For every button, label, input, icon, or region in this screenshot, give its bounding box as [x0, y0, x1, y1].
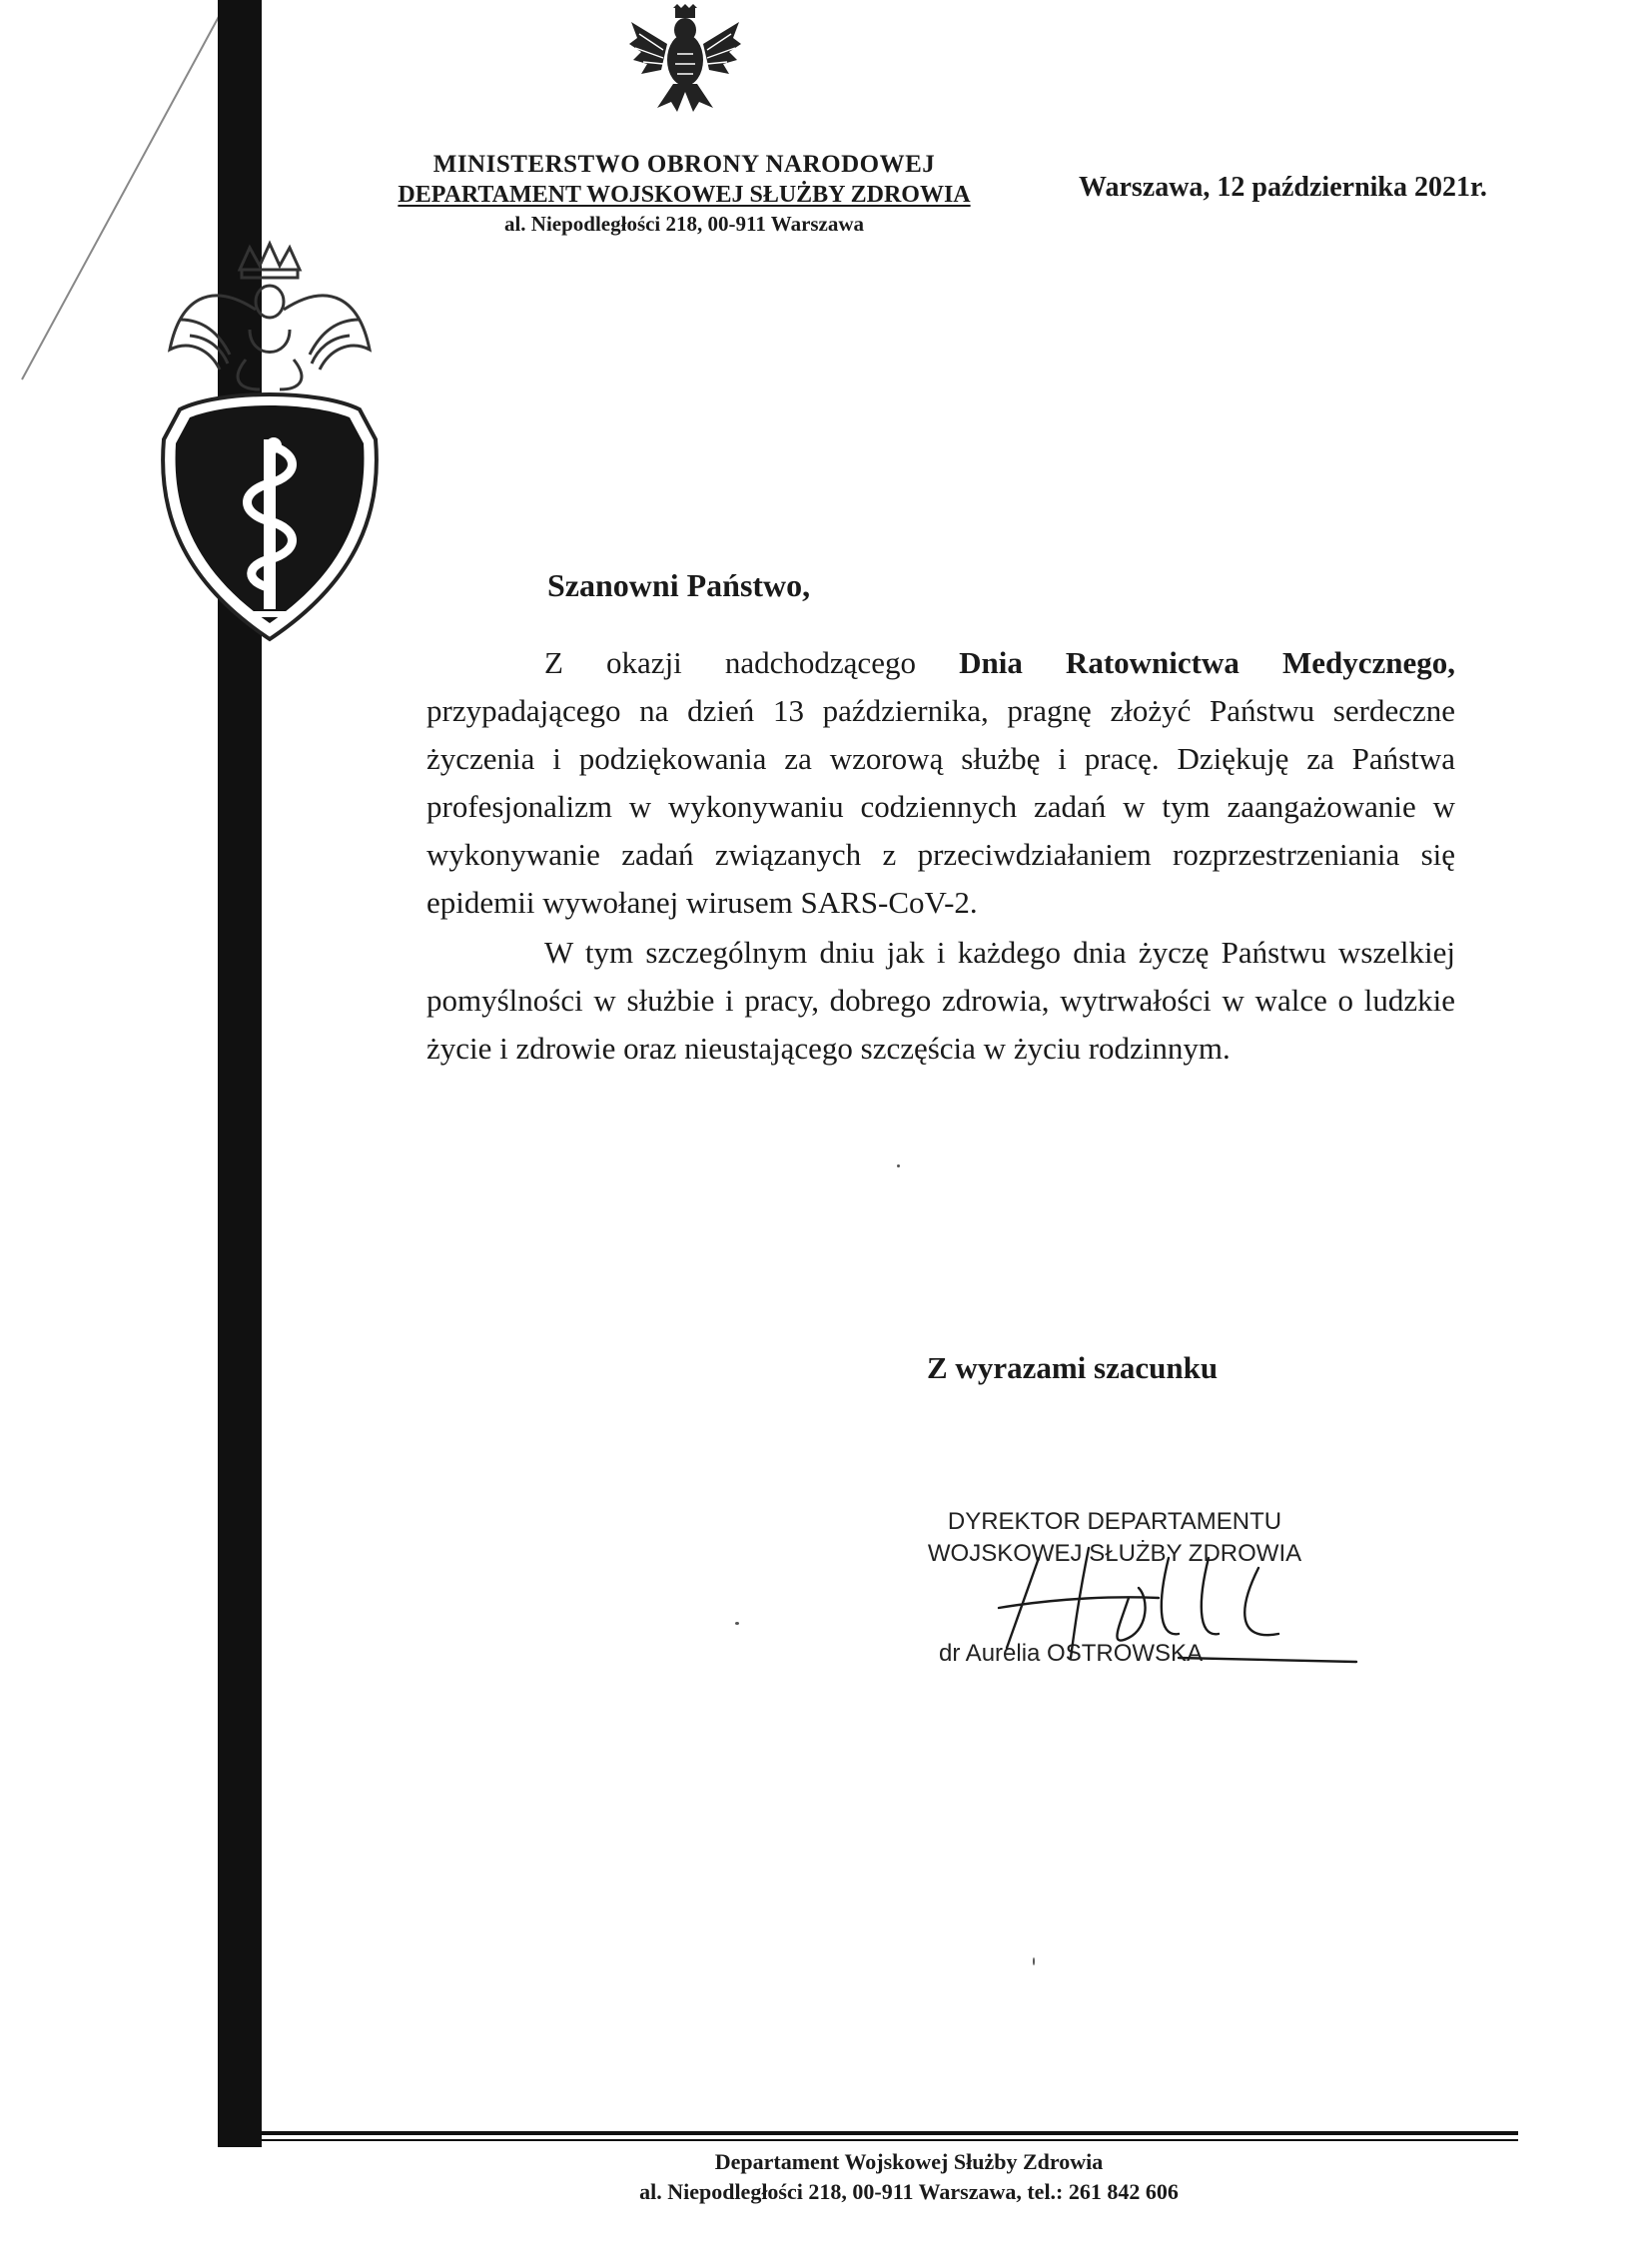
letter-date: Warszawa, 12 października 2021r. [1079, 172, 1487, 203]
signature-title-line-2: WOJSKOWEJ SŁUŻBY ZDROWIA [927, 1540, 1302, 1567]
ministry-name: MINISTERSTWO OBRONY NARODOWEJ [432, 151, 936, 178]
letterhead [360, 150, 1009, 237]
signatory-name: dr Aurelia OSTROWSKA [939, 1640, 1204, 1667]
polish-eagle-icon [627, 4, 743, 116]
letter-body [426, 639, 1455, 1073]
body-p1-intro: Z okazji nadchodzącego [544, 645, 960, 680]
scan-speck [897, 1164, 900, 1167]
department-name: DEPARTAMENT WOJSKOWEJ SŁUŻBY ZDROWIA [398, 181, 971, 208]
body-paragraph-2: W tym szczególnym dniu jak i każdego dnia życzę Państwu wszelkiej pomyślności w służbie i pracy, dobrego zdrowia, wytrwałości w walce o ludzkie życie i zdrowie oraz nieustającego szczęścia w życiu rodzinnym. [426, 935, 1455, 1066]
scan-speck [735, 1622, 739, 1625]
salutation: Szanowni Państwo, [547, 567, 811, 603]
signature-title-line-1: DYREKTOR DEPARTAMENTU [947, 1508, 1282, 1535]
body-p1-rest: przypadającego na dzień 13 października, pragnę złożyć Państwu serdeczne życzenia i podziękowania za wzorową służbę i pracę. Dziękuję za Państwa profesjonalizm w wykonywaniu codziennych zadań w tym zaangażowanie w wykonywanie zadań związanych z przeciwdziałaniem rozprzestrzeniania się epidemii wywołanej wirusem SARS-CoV-2. [426, 693, 1455, 920]
closing-phrase: Z wyrazami szacunku [927, 1350, 1219, 1385]
military-medical-emblem-icon [150, 240, 390, 659]
footer-address: al. Niepodległości 218, 00-911 Warszawa, tel.: 261 842 606 [639, 2179, 1179, 2204]
footer [559, 2147, 1258, 2207]
letterhead-address: al. Niepodległości 218, 00-911 Warszawa [503, 211, 865, 236]
scan-speck [1033, 1957, 1035, 1965]
footer-department: Departament Wojskowej Służby Zdrowia [714, 2149, 1104, 2174]
body-paragraph-1 [426, 639, 1455, 927]
handwritten-signature [979, 1538, 1358, 1678]
footer-divider [262, 2129, 1518, 2145]
body-p1-highlight: Dnia Ratownictwa Medycznego, [959, 645, 1455, 680]
